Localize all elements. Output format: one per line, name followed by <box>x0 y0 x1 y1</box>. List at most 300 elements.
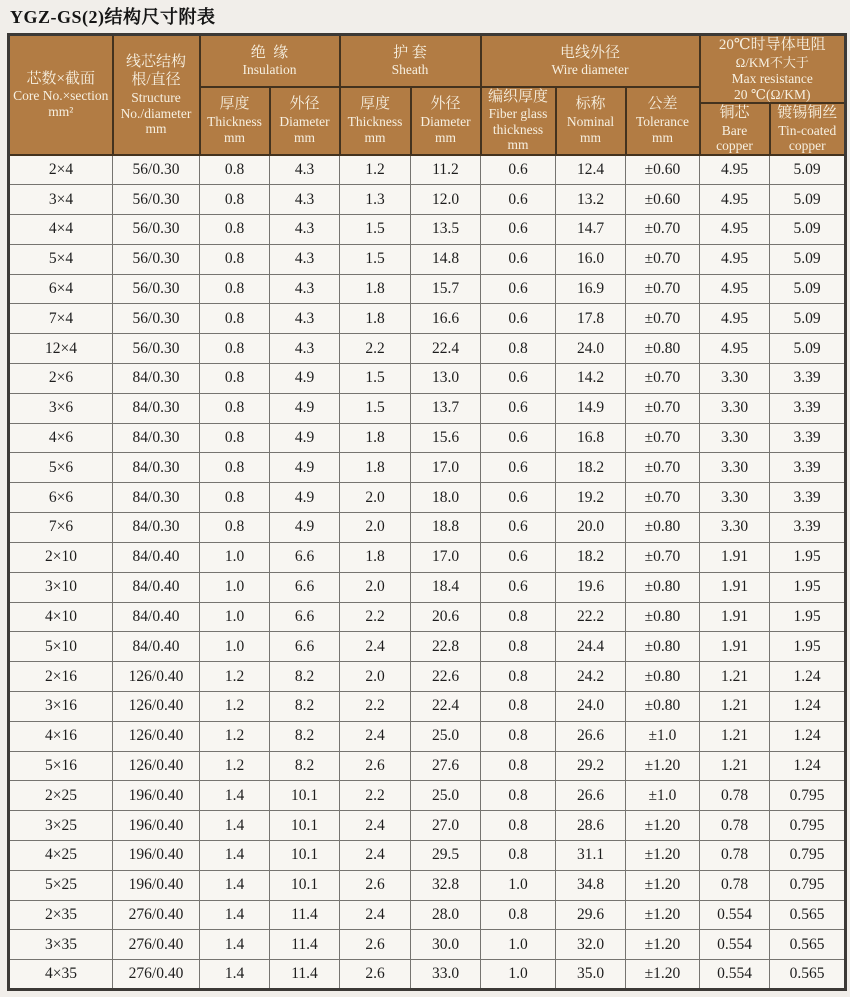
table-row <box>9 721 846 751</box>
cell: ±0.60 <box>626 155 700 185</box>
cell: 3×10 <box>9 572 113 602</box>
cell: ±0.70 <box>626 244 700 274</box>
cell: 1.4 <box>200 841 270 871</box>
cell: 2.6 <box>340 930 411 960</box>
cell: 14.8 <box>411 244 481 274</box>
cell: ±0.80 <box>626 691 700 721</box>
cell: ±0.70 <box>626 364 700 394</box>
cell: 0.6 <box>481 155 556 185</box>
cell: 1.4 <box>200 930 270 960</box>
cell: 7×6 <box>9 513 113 543</box>
cell: 2×25 <box>9 781 113 811</box>
cell: 0.8 <box>481 811 556 841</box>
cell: 4.3 <box>270 155 340 185</box>
cell: 5.09 <box>770 244 846 274</box>
cell: 276/0.40 <box>113 960 200 990</box>
cell: 0.565 <box>770 960 846 990</box>
cell: 0.6 <box>481 513 556 543</box>
cell: 84/0.30 <box>113 393 200 423</box>
cell: 2×35 <box>9 900 113 930</box>
cell: 0.8 <box>200 214 270 244</box>
header-insulation-diameter: 外径 Diameter mm <box>270 87 340 155</box>
cell: 0.78 <box>700 870 770 900</box>
cell: 1.4 <box>200 811 270 841</box>
cell: 0.6 <box>481 185 556 215</box>
cell: 24.4 <box>556 632 626 662</box>
header-group-resistance: 20℃时导体电阻 Ω/KM不大于 Max resistance 20 ℃(Ω/KM) <box>700 35 846 104</box>
table-row <box>9 483 846 513</box>
cell: 1.4 <box>200 960 270 990</box>
cell: 1.91 <box>700 542 770 572</box>
cell: 0.8 <box>481 602 556 632</box>
cell: 4.9 <box>270 393 340 423</box>
cell: 24.0 <box>556 691 626 721</box>
cell: 4×16 <box>9 721 113 751</box>
cell: 4.9 <box>270 423 340 453</box>
cell: 0.8 <box>200 155 270 185</box>
cell: 5.09 <box>770 274 846 304</box>
cell: 2.0 <box>340 662 411 692</box>
cell: 56/0.30 <box>113 244 200 274</box>
cell: 3.39 <box>770 453 846 483</box>
cell: 10.1 <box>270 781 340 811</box>
cell: 3.39 <box>770 483 846 513</box>
cell: 84/0.40 <box>113 572 200 602</box>
cell: 2.2 <box>340 781 411 811</box>
cell: 126/0.40 <box>113 662 200 692</box>
cell: ±0.80 <box>626 572 700 602</box>
cell: 1.8 <box>340 542 411 572</box>
header-sheath-thickness: 厚度 Thickness mm <box>340 87 411 155</box>
cell: 5.09 <box>770 185 846 215</box>
table-row <box>9 214 846 244</box>
cell: 276/0.40 <box>113 900 200 930</box>
header-fiber-thickness: 编织厚度 Fiber glass thickness mm <box>481 87 556 155</box>
cell: ±0.70 <box>626 453 700 483</box>
cell: 1.95 <box>770 632 846 662</box>
cell: 3.30 <box>700 393 770 423</box>
cell: 0.565 <box>770 930 846 960</box>
cell: 1.91 <box>700 632 770 662</box>
table-row <box>9 304 846 334</box>
cell: ±0.70 <box>626 214 700 244</box>
cell: ±0.60 <box>626 185 700 215</box>
cell: 0.6 <box>481 393 556 423</box>
table-row <box>9 632 846 662</box>
cell: 3×16 <box>9 691 113 721</box>
cell: 18.8 <box>411 513 481 543</box>
cell: 29.5 <box>411 841 481 871</box>
header-nominal: 标称 Nominal mm <box>556 87 626 155</box>
cell: 1.21 <box>700 751 770 781</box>
cell: 3×4 <box>9 185 113 215</box>
cell: 16.0 <box>556 244 626 274</box>
cell: 1.0 <box>481 930 556 960</box>
cell: 25.0 <box>411 781 481 811</box>
cell: 13.2 <box>556 185 626 215</box>
cell: 0.6 <box>481 304 556 334</box>
cell: 22.4 <box>411 334 481 364</box>
table-row <box>9 870 846 900</box>
cell: 4.3 <box>270 304 340 334</box>
cell: 0.554 <box>700 900 770 930</box>
cell: 3.30 <box>700 453 770 483</box>
cell: 2×10 <box>9 542 113 572</box>
cell: 0.8 <box>200 453 270 483</box>
cell: 12.0 <box>411 185 481 215</box>
cell: 1.21 <box>700 691 770 721</box>
cell: 16.6 <box>411 304 481 334</box>
cell: 0.6 <box>481 423 556 453</box>
cell: 16.9 <box>556 274 626 304</box>
cell: 1.8 <box>340 423 411 453</box>
table-row <box>9 542 846 572</box>
cell: 1.5 <box>340 364 411 394</box>
cell: 3.39 <box>770 513 846 543</box>
cell: 5×6 <box>9 453 113 483</box>
cell: ±1.20 <box>626 751 700 781</box>
cell: 5.09 <box>770 155 846 185</box>
cell: 4.95 <box>700 274 770 304</box>
cell: 56/0.30 <box>113 334 200 364</box>
cell: 2.4 <box>340 900 411 930</box>
cell: 27.0 <box>411 811 481 841</box>
table-row <box>9 185 846 215</box>
cell: 2.4 <box>340 721 411 751</box>
cell: 27.6 <box>411 751 481 781</box>
cell: 0.6 <box>481 483 556 513</box>
table-row <box>9 930 846 960</box>
cell: 0.8 <box>481 662 556 692</box>
cell: 4.3 <box>270 274 340 304</box>
table-row <box>9 155 846 185</box>
cell: 29.2 <box>556 751 626 781</box>
cell: 0.6 <box>481 274 556 304</box>
cell: 0.8 <box>481 751 556 781</box>
cell: 6.6 <box>270 572 340 602</box>
cell: 3.30 <box>700 513 770 543</box>
table-row <box>9 811 846 841</box>
cell: 11.4 <box>270 960 340 990</box>
cell: 2×4 <box>9 155 113 185</box>
cell: 1.8 <box>340 274 411 304</box>
cell: 84/0.40 <box>113 542 200 572</box>
cell: 3.30 <box>700 364 770 394</box>
cell: ±0.70 <box>626 483 700 513</box>
cell: 28.0 <box>411 900 481 930</box>
cell: 4×6 <box>9 423 113 453</box>
cell: 3.30 <box>700 423 770 453</box>
cell: 0.8 <box>481 721 556 751</box>
cell: 0.795 <box>770 841 846 871</box>
cell: 84/0.30 <box>113 453 200 483</box>
cell: 6.6 <box>270 632 340 662</box>
cell: 24.2 <box>556 662 626 692</box>
table-row <box>9 960 846 990</box>
cell: 4.3 <box>270 244 340 274</box>
cell: 12×4 <box>9 334 113 364</box>
cell: 0.8 <box>481 900 556 930</box>
cell: 0.554 <box>700 960 770 990</box>
table-row <box>9 364 846 394</box>
cell: 1.0 <box>200 632 270 662</box>
cell: 26.6 <box>556 721 626 751</box>
cell: 1.4 <box>200 870 270 900</box>
cell: 3.39 <box>770 423 846 453</box>
table-row <box>9 691 846 721</box>
cell: 22.4 <box>411 691 481 721</box>
cell: 17.0 <box>411 453 481 483</box>
cell: 4.95 <box>700 214 770 244</box>
cell: 10.1 <box>270 811 340 841</box>
cell: 126/0.40 <box>113 751 200 781</box>
header-tinned-copper: 镀锡铜丝 Tin-coated copper <box>770 103 846 155</box>
cell: 22.8 <box>411 632 481 662</box>
cell: 1.21 <box>700 721 770 751</box>
header-sheath-diameter: 外径 Diameter mm <box>411 87 481 155</box>
page-title: YGZ-GS(2)结构尺寸附表 <box>10 7 216 27</box>
table-row <box>9 602 846 632</box>
cell: ±0.70 <box>626 304 700 334</box>
cell: 2.4 <box>340 841 411 871</box>
cell: 13.5 <box>411 214 481 244</box>
cell: 12.4 <box>556 155 626 185</box>
header-group-insulation: 绝 缘 Insulation <box>200 35 340 87</box>
cell: 32.8 <box>411 870 481 900</box>
cell: 3×6 <box>9 393 113 423</box>
cell: 34.8 <box>556 870 626 900</box>
cell: 0.8 <box>200 513 270 543</box>
cell: 18.2 <box>556 542 626 572</box>
header-group-sheath: 护 套 Sheath <box>340 35 481 87</box>
spec-table <box>7 33 847 991</box>
table-row <box>9 781 846 811</box>
cell: 4.95 <box>700 304 770 334</box>
cell: 0.6 <box>481 572 556 602</box>
cell: 3.39 <box>770 393 846 423</box>
cell: 56/0.30 <box>113 214 200 244</box>
cell: 2.2 <box>340 334 411 364</box>
cell: 0.8 <box>200 483 270 513</box>
cell: 196/0.40 <box>113 811 200 841</box>
cell: 5.09 <box>770 304 846 334</box>
cell: 2.0 <box>340 513 411 543</box>
cell: 14.9 <box>556 393 626 423</box>
header-core-section: 芯数×截面 Core No.×section mm² <box>9 35 113 155</box>
header-tolerance: 公差 Tolerance mm <box>626 87 700 155</box>
cell: 1.2 <box>200 662 270 692</box>
table-row <box>9 900 846 930</box>
cell: 11.4 <box>270 900 340 930</box>
table-row <box>9 274 846 304</box>
cell: 8.2 <box>270 662 340 692</box>
cell: 1.95 <box>770 572 846 602</box>
cell: 17.8 <box>556 304 626 334</box>
cell: 6.6 <box>270 602 340 632</box>
cell: 0.8 <box>200 185 270 215</box>
cell: 3.30 <box>700 483 770 513</box>
cell: 126/0.40 <box>113 721 200 751</box>
cell: 17.0 <box>411 542 481 572</box>
cell: 10.1 <box>270 841 340 871</box>
cell: 4.95 <box>700 185 770 215</box>
cell: 84/0.40 <box>113 632 200 662</box>
cell: 56/0.30 <box>113 274 200 304</box>
cell: 0.795 <box>770 870 846 900</box>
cell: ±1.20 <box>626 870 700 900</box>
cell: 18.4 <box>411 572 481 602</box>
cell: 1.91 <box>700 572 770 602</box>
cell: 0.6 <box>481 453 556 483</box>
cell: 1.4 <box>200 900 270 930</box>
cell: 5.09 <box>770 214 846 244</box>
cell: 18.2 <box>556 453 626 483</box>
header-structure: 线芯结构 根/直径 Structure No./diameter mm <box>113 35 200 155</box>
cell: ±0.80 <box>626 334 700 364</box>
cell: 3×35 <box>9 930 113 960</box>
header-bare-copper: 铜芯 Bare copper <box>700 103 770 155</box>
cell: ±0.80 <box>626 662 700 692</box>
cell: 4×35 <box>9 960 113 990</box>
cell: 0.78 <box>700 811 770 841</box>
cell: 1.95 <box>770 542 846 572</box>
cell: 1.2 <box>200 691 270 721</box>
table-row <box>9 423 846 453</box>
table-row <box>9 453 846 483</box>
cell: 2.0 <box>340 572 411 602</box>
cell: 25.0 <box>411 721 481 751</box>
cell: 196/0.40 <box>113 841 200 871</box>
table-row <box>9 393 846 423</box>
cell: 0.8 <box>200 244 270 274</box>
cell: 18.0 <box>411 483 481 513</box>
table-row <box>9 572 846 602</box>
cell: 1.8 <box>340 453 411 483</box>
cell: 1.2 <box>340 155 411 185</box>
cell: 4.95 <box>700 244 770 274</box>
cell: 0.8 <box>481 691 556 721</box>
cell: ±0.80 <box>626 602 700 632</box>
cell: 35.0 <box>556 960 626 990</box>
cell: ±0.80 <box>626 632 700 662</box>
cell: 4×25 <box>9 841 113 871</box>
cell: 196/0.40 <box>113 781 200 811</box>
cell: 20.0 <box>556 513 626 543</box>
cell: 0.795 <box>770 811 846 841</box>
cell: 8.2 <box>270 691 340 721</box>
table-body <box>9 155 846 990</box>
cell: 2.4 <box>340 632 411 662</box>
cell: 24.0 <box>556 334 626 364</box>
header-insulation-thickness: 厚度 Thickness mm <box>200 87 270 155</box>
cell: 1.0 <box>481 960 556 990</box>
cell: 31.1 <box>556 841 626 871</box>
cell: 1.24 <box>770 751 846 781</box>
cell: 15.6 <box>411 423 481 453</box>
cell: 4.3 <box>270 334 340 364</box>
cell: 13.0 <box>411 364 481 394</box>
cell: 276/0.40 <box>113 930 200 960</box>
cell: 1.3 <box>340 185 411 215</box>
table-row <box>9 751 846 781</box>
cell: 0.8 <box>481 781 556 811</box>
cell: 4.3 <box>270 214 340 244</box>
cell: 2.6 <box>340 751 411 781</box>
table-row <box>9 334 846 364</box>
cell: 84/0.30 <box>113 364 200 394</box>
cell: ±0.80 <box>626 513 700 543</box>
cell: 4.9 <box>270 453 340 483</box>
cell: 2.2 <box>340 691 411 721</box>
cell: 0.6 <box>481 542 556 572</box>
cell: 4.9 <box>270 483 340 513</box>
cell: 84/0.30 <box>113 483 200 513</box>
cell: 2×6 <box>9 364 113 394</box>
cell: ±1.0 <box>626 781 700 811</box>
cell: 28.6 <box>556 811 626 841</box>
cell: 2.0 <box>340 483 411 513</box>
cell: 5×4 <box>9 244 113 274</box>
cell: 3.39 <box>770 364 846 394</box>
cell: 0.78 <box>700 841 770 871</box>
cell: 19.6 <box>556 572 626 602</box>
cell: 0.6 <box>481 244 556 274</box>
table-row <box>9 513 846 543</box>
cell: 22.2 <box>556 602 626 632</box>
cell: 1.24 <box>770 721 846 751</box>
cell: 0.8 <box>200 364 270 394</box>
cell: 1.0 <box>200 602 270 632</box>
cell: 2.2 <box>340 602 411 632</box>
cell: 2.6 <box>340 870 411 900</box>
cell: 2.4 <box>340 811 411 841</box>
cell: 4.3 <box>270 185 340 215</box>
cell: 0.565 <box>770 900 846 930</box>
cell: 1.2 <box>200 721 270 751</box>
cell: 1.91 <box>700 602 770 632</box>
cell: 8.2 <box>270 751 340 781</box>
cell: 1.0 <box>200 572 270 602</box>
cell: ±1.20 <box>626 841 700 871</box>
cell: 126/0.40 <box>113 691 200 721</box>
cell: 11.4 <box>270 930 340 960</box>
cell: 3×25 <box>9 811 113 841</box>
cell: 1.95 <box>770 602 846 632</box>
cell: 5.09 <box>770 334 846 364</box>
table-header <box>9 35 846 155</box>
cell: 1.24 <box>770 691 846 721</box>
cell: 1.5 <box>340 393 411 423</box>
cell: ±1.0 <box>626 721 700 751</box>
cell: 0.6 <box>481 364 556 394</box>
table-row <box>9 662 846 692</box>
cell: 0.6 <box>481 214 556 244</box>
cell: 4.9 <box>270 513 340 543</box>
cell: 11.2 <box>411 155 481 185</box>
cell: 84/0.40 <box>113 602 200 632</box>
cell: ±1.20 <box>626 811 700 841</box>
cell: 22.6 <box>411 662 481 692</box>
cell: 0.8 <box>481 334 556 364</box>
cell: 5×16 <box>9 751 113 781</box>
cell: 20.6 <box>411 602 481 632</box>
cell: 56/0.30 <box>113 185 200 215</box>
cell: 13.7 <box>411 393 481 423</box>
cell: 0.554 <box>700 930 770 960</box>
cell: 0.8 <box>200 304 270 334</box>
cell: 4.95 <box>700 334 770 364</box>
cell: ±0.70 <box>626 423 700 453</box>
